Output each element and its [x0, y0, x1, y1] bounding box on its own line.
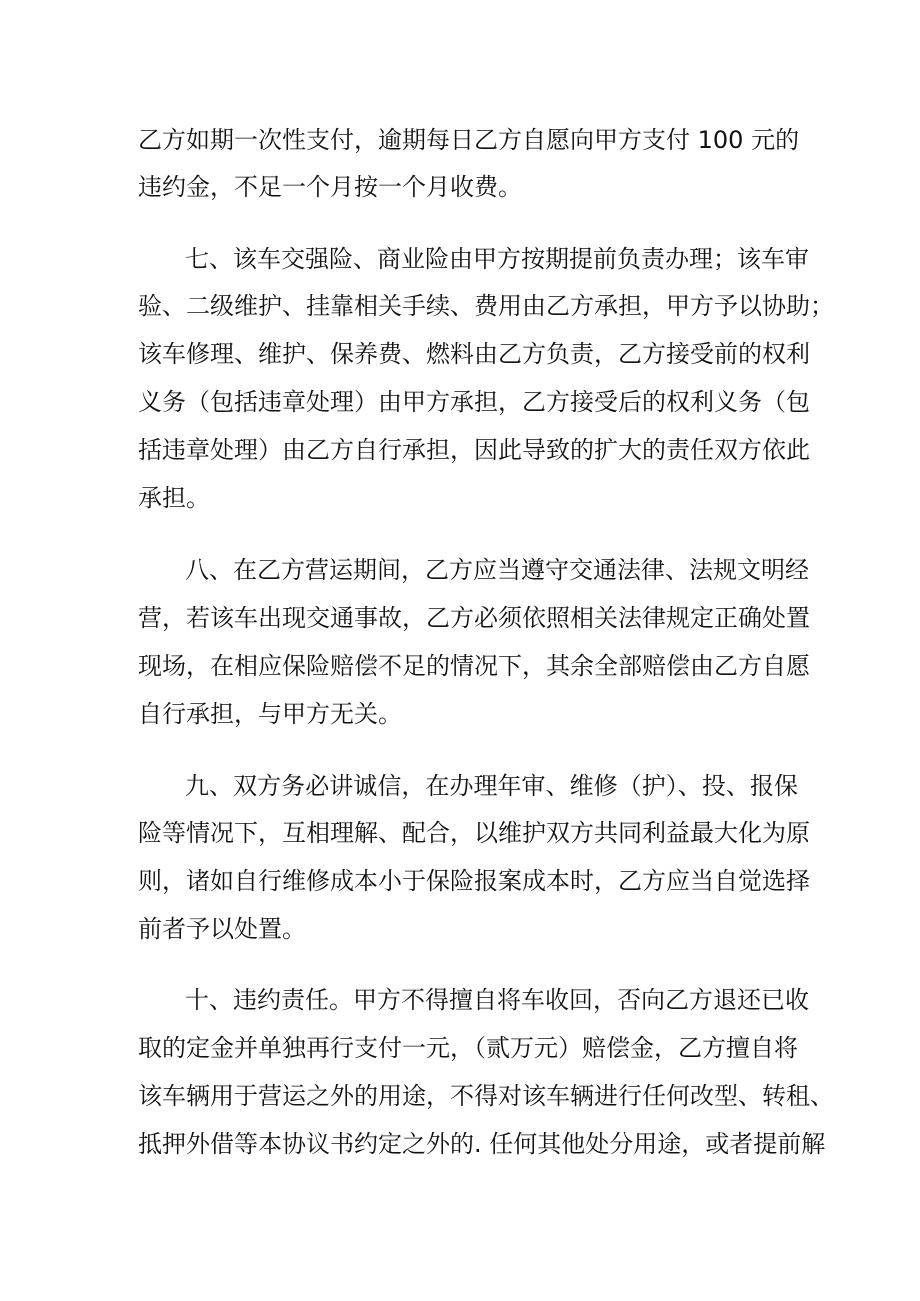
text-line: 违约金，不足一个月按一个月收费。	[138, 173, 522, 201]
text-line: 乙方如期一次性支付，逾期每日乙方自愿向甲方支付 100 元的	[138, 126, 800, 154]
text-line: 括违章处理）由乙方自行承担，因此导致的扩大的责任双方依此	[138, 436, 810, 464]
text-line: 取的定金并单独再行支付一元，（贰万元）赔偿金，乙方擅自将	[138, 1034, 798, 1062]
text-line: 九、双方务必讲诚信，在办理年审、维修（护）、投、报保	[185, 772, 798, 800]
text-line: 则，诸如自行维修成本小于保险报案成本时，乙方应当自觉选择	[138, 867, 810, 895]
text-line: 验、二级维护、挂靠相关手续、费用由乙方承担，甲方予以协助；	[138, 292, 834, 320]
text-line: 该车辆用于营运之外的用途，不得对该车辆进行任何改型、转租、	[138, 1082, 834, 1110]
text-line: 承担。	[138, 484, 210, 512]
text-line: 营，若该车出现交通事故，乙方必须依照相关法律规定正确处置	[138, 604, 810, 632]
text-line: 义务（包括违章处理）由甲方承担，乙方接受后的权利义务（包	[138, 388, 810, 416]
text-line: 八、在乙方营运期间，乙方应当遵守交通法律、法规文明经	[185, 556, 809, 584]
text-line: 现场，在相应保险赔偿不足的情况下，其余全部赔偿由乙方自愿	[138, 652, 810, 680]
text-line: 前者予以处置。	[138, 915, 306, 943]
text-line: 自行承担，与甲方无关。	[138, 700, 402, 728]
text-line: 七、该车交强险、商业险由甲方按期提前负责办理；该车审	[185, 245, 809, 273]
text-line: 抵押外借等本协议书约定之外的. 任何其他处分用途，或者提前解	[138, 1130, 826, 1158]
text-line: 该车修理、维护、保养费、燃料由乙方负责，乙方接受前的权利	[138, 340, 810, 368]
text-line: 险等情况下，互相理解、配合，以维护双方共同利益最大化为原	[138, 819, 810, 847]
text-line: 十、违约责任。甲方不得擅自将车收回，否向乙方退还已收	[185, 986, 809, 1014]
